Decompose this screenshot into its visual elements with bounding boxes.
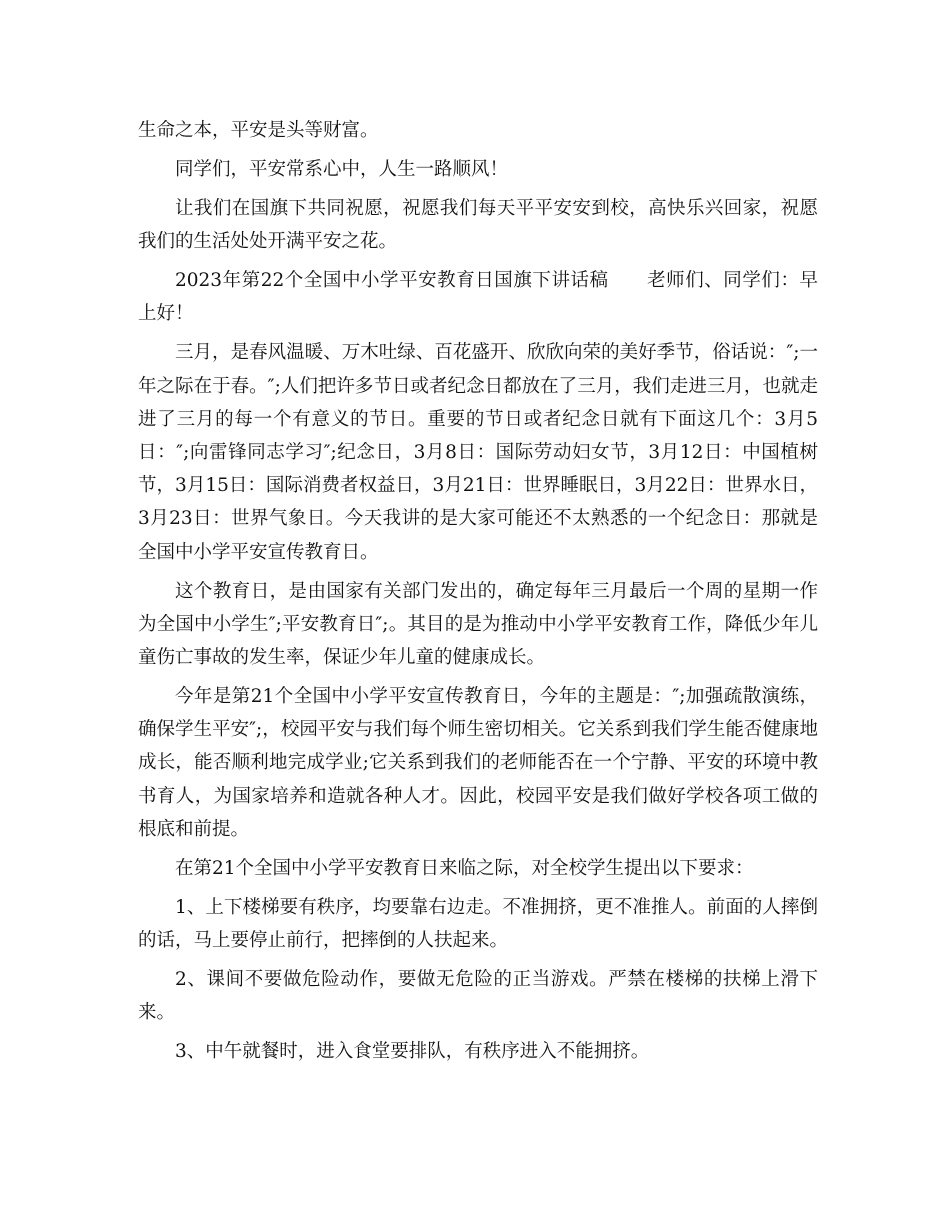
paragraph: 这个教育日，是由国家有关部门发出的，确定每年三月最后一个周的星期一作为全国中小学生″;平安教育日″;。其目的是为推动中小学平安教育工作，降低少年儿童伤亡事故的发生率，保证少年儿童的健康成长。	[138, 580, 818, 669]
speech-title: 2023年第22个全国中小学平安教育日国旗下讲话稿	[175, 270, 609, 292]
document-page	[138, 114, 818, 1074]
greeting: 老师们、同学们：早上好！	[138, 270, 818, 325]
list-item: 3、中午就餐时，进入食堂要排队，有秩序进入不能拥挤。	[175, 1041, 650, 1063]
paragraph: 生命之本，平安是头等财富。	[138, 120, 379, 141]
paragraph: 同学们，平安常系心中，人生一路顺风！	[175, 159, 509, 180]
list-item: 1、上下楼梯要有秩序，均要靠右边走。不准拥挤，更不准推人。前面的人摔倒的话，马上要停止前行，把摔倒的人扶起来。	[138, 896, 818, 952]
list-item: 2、课间不要做危险动作，要做无危险的正当游戏。严禁在楼梯的扶梯上滑下来。	[138, 969, 818, 1024]
paragraph: 在第21个全国中小学平安教育日来临之际，对全校学生提出以下要求：	[175, 857, 754, 879]
speech-heading-paragraph	[138, 264, 818, 330]
paragraph: 今年是第21个全国中小学平安宣传教育日，今年的主题是：″;加强疏散演练，确保学生平安″;，校园平安与我们每个师生密切相关。它关系到我们学生能否健康地成长，能否顺利地完成学业;它关系到我们的老师能否在一个宁静、平安的环境中教书育人，为国家培养和造就各种人才。因此，校园平安是我们做好学校各项工做的根底和前提。	[138, 686, 818, 840]
paragraph: 三月，是春风温暖、万木吐绿、百花盛开、欣欣向荣的美好季节，俗话说：″;一年之际在于春。″;人们把许多节日或者纪念日都放在了三月，我们走进三月，也就走进了三月的每一个有意义的节日。重要的节日或者纪念日就有下面这几个：3月5日：″;向雷锋同志学习″;纪念日，3月8日：国际劳动妇女节，3月12日：中国植树节，3月15日：国际消费者权益日，3月21日：世界睡眠日，3月22日：世界水日，3月23日：世界气象日。今天我讲的是大家可能还不太熟悉的一个纪念日：那就是全国中小学平安宣传教育日。	[138, 342, 818, 563]
paragraph: 让我们在国旗下共同祝愿，祝愿我们每天平平安安到校，高快乐兴回家，祝愿我们的生活处处开满平安之花。	[138, 198, 818, 253]
